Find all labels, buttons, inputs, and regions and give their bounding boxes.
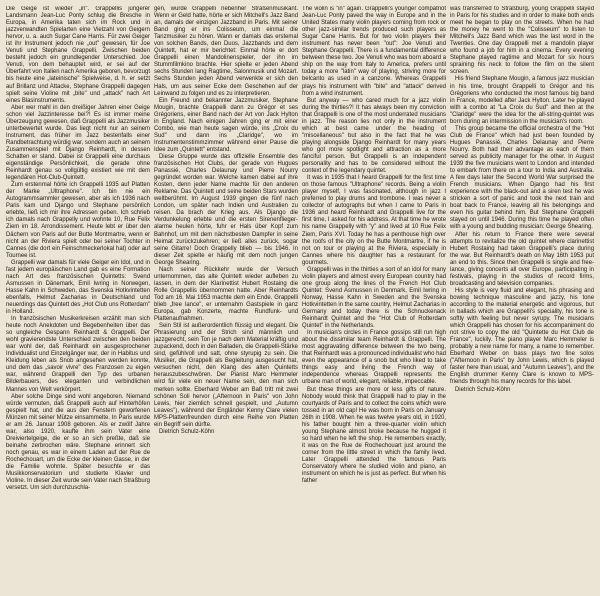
paragraph: Diese Gruppe wurde das offizielle Ensemble des französischen Hot Clubs, der gerade von Hugues Panassié, Charles Delaunay und Pierre Nourry gegründet worden war. Welche kamen dabei auf ihre Kosten, denn jeder Name machte für den anderen Reklame. Das Quintett und seine beiden Stars wurden weltberühmt. Im August 1939 gingen die fünf nach London, um später nach Indien und Australien zu reisen. Da brach der Krieg aus. Als Django die Verdunkelung erlebte und die ersten Sirenenflieger-alarme heulen hörte, fuhr er Hals über Kopf zum Bahnhof, um mit dem nächstbesten Dampfer in seine Heimat zurückzukehren; er ließ alles zurück, sogar seine Gitarre! Doch Grappelly blieb — bis 1946. In dieser Zeit spielte er häufig mit dem noch jungen George Shearing. <box>154 153 298 266</box>
paragraph: gen, wurde Grappelli nebenher Straßenmusikant. Wenn er Geld hatte, hörte er sich Mitchell's Jazz Band an, damals der einzigen Jazzband in Paris. Mit seiner Band ging er ins Colisseum, um einmal die Tanzmusiker zu hören. Wann er damals das erstemal von solchen Bands, den Duos, Jazzbands und dem Quintett, hat er mir berichtet: Einmal hörte er dort Grappelli einen Mandolinenspieler, der ihn im Stummfilmkino brachte. Hier spielte er jeden Abend sechs Stunden lang Ragtime, Salonmusik und Mozart. Sechs Stunden jeden Abend verwenkte er sich den Hals, um aus seiner Ecke dem Geschehen auf der Leinwand zu folgen und es zu interpretieren. <box>154 6 298 97</box>
author-signature: Dietrich Schulz-Köhn <box>455 386 511 393</box>
paragraph: It was in 1935 that I heard Grappelli for the first time on those famous "Ultraphone" records. Being a violin player myself, I was fascinated, although in jazz I preferred to play drums and trombone. I was never a collector of autographs but when I came to Paris in 1936 and heard Reinhardt and Grappelli live for the first time, I asked for his address. At that time he wrote his name Grappelly with "y" and lived at 10 Rue Felix Ziem, Paris XVI. Today he has a penthouse high over the roofs of the city on the Butte Montmartre, if he is not on tour or playing at the Riviera, especially in Cannes where his daughter has a restaurant for gourmets. <box>302 175 446 266</box>
paragraph: Ein Freund und bekannter Jazzmusiker, Stephane Mougin, brachte Grappelli dann zu Grégor et ses Grégoriens, einer Band nach der Art von Jack Hylton in England. Nach einigen Jahren ging er mit einer Combo, wie man heute sagen würde, ins „Croix du Sud" und dann ins „Claridge", wo im Instrumentenstimmzimmer während einer Pause die Idee zum „Quintett" entstand. <box>154 97 298 153</box>
paragraph: was transferred to Straßburg, young Grappelli stayed in Paris for his studies and in order to make both ends meet he began to play on the streets. When he had the money he went to the "Colisseum" to listen to Mitchell's Jazz Band which was the last word in the Twenties. One day Grappelli met a mandolin player who found a job for him in a cinema. Every evening Stephane played ragtime and Mozart for six hours spraining his neck to follow the film on the silent screen. <box>450 6 594 76</box>
english-column-2 <box>450 6 594 592</box>
paragraph: Zum erstenmal hörte ich Grappelli 1935 auf Platten der Marke „Ultraphone". Ich bin nie ein Autogrammsammler gewesen, aber als ich 1936 nach Paris kam und Django und Stephane persönlich erlebte, ließ ich mir ihre Adressen geben. Ich schrieb ich damals nach Grappelly und wohnte 10, Rue Felix Ziem im 18. Arrondissement. Heute lebt er über den Dächern von Paris auf der Butte Montmartre, wenn er nicht an der Riviera spielt oder bei seiner Tochter in Cannes (die dort ein Feinschmeckerlokal hat) oder auf Tournee ist. <box>6 182 150 259</box>
author-signature: Dietrich Schulz-Köhn <box>159 428 215 435</box>
paragraph: Aber wer mahl in den dreißiger Jahren einer Geige schon viel Jazzinteresse bei?! Es ist immer meine Überzeugung gewesen, daß Grappelli als Jazzmusiker unterbewertet wurde. Das liegt nicht nur an seinem Instrument, das früher im Jazz bestenfalls einer Randbetrachtung würdig war, sondern auch an seinem Zusammenspiel mit Django Reinhardt, in dessen Schatten er stand. Dabei ist Grappelli eine durchaus eigenständige Persönlichkeit, die gerade ohne Reinhardt genau so vollgültig existiert wie mit dem legendären Hot-Club-Quintett. <box>6 104 150 182</box>
german-column-1 <box>6 6 150 592</box>
paragraph: After his return to France there were several attempts to revitalize the old quintet where clarinettist Hubert Rostaing had taken Grappelli's place during the war. But Reinhardt's death on May 16th 1953 put an end to this. Since then Grappelli is single and free-lance, giving concerts all over Europe, participating in festivals, playing in the studios of record firms, broadcasting and television companies. <box>450 231 594 287</box>
paragraph: But these things are more or less gifts of nature. Nobody would think that Grappelli had to play in the courtyards of Paris and to collect the coins which were tossed in an old cap! He was born in Paris on January 26th in 1908. When he was twelve years old, in 1920, his father bought him a three-quarter violin which young Stephane almost broke because he hugged it so hard when he left the shop. He remembers exactly, it was on the Rue de Rochechouart just around the corner from the little street in which the family lived. Later Grappelli attended the famous Paris Conservatory where he studied violin and piano, an instrument on which he is just as perfect. But when his father <box>302 386 446 485</box>
paragraph: His style is very fluid and elegant, his phrasing and bowing technique masculine and jazzy, his tone according to the material energetic and vigorous, but in ballads which are Grappelli's speciality, his tone is softly with feeling but never syrupy. The musicians which Grappelli has chosen for his accompaniment do not strive to copy the old "Quintette du Hot Club de France", luckily. The piano player Marc Hemmeler is probably a new name for many, a name to remember. Eberhard Weber on bass plays two fine solos ("Afternoon in Paris" by John Lewis, which is played faster here than usual, and "Autumn Leaves"), and the English drummer Kenny Clare is known to MPS-friends through his many records for this label. <box>450 287 594 386</box>
paragraph: But anyway — who cared much for a jazz violin during the thirties?! It has always been my conviction that Grappelli is one of the most underrated musicians in jazz. The reason lies not only in the instrument which at best came under the heading of "miscellaneous" but also in the fact that he was playing alongside Django Reinhardt for many years who got more spotlight and attraction as a more fanciful person. But Grappelli is an independent personality and has to be considered without the context of the legendary quintet. <box>302 97 446 175</box>
paragraph: Aber solche Dinge sind wohl angeboren. Niemand würde vermuten, daß Grappelli auch auf Hinterhöfen gespielt hat, und die aus den Fenstern geworfenen Münzen mit seiner Mütze einsammelte. In Paris wurde er am 26. Januar 1908 geboren. Als er zwölf Jahre war, also 1920, kaufte ihm sein Vater eine Dreiviertelgeige, die er so an sich preßte, daß sie beinahe zerbrochen wäre. Stephane erinnert sich noch genau, es war in einem Laden auf der Rue de Rochechouart, um die Ecke der kleinen Gasse, in der die Familie wohnte. Später besuchte er das Musikkonservatorium und studierte Klavier und Violine. In dieser Zeit wurde sein Vater nach Straßburg versetzt. Um sich durchzuschla- <box>6 393 150 492</box>
paragraph: Sein Stil ist außerordentlich flüssig und elegant. Die Phrasierung und der Strich sind männlich und jazzgerecht, sein Ton je nach dem Material kräftig und zupackend, doch in den Balladen, die Grappelli-Stärke sind, gefühlvoll und satt, ohne styrupig zu sein. Die Musiker, die Grappelli als Begleitung ausgesucht hat, versuchen nicht, den Klang des alten Quintetts herauszubeschwören. Der Pianist Marc Hemmeler wird für viele ein neuer Name sein, den man sich merken sollte. Eberhard Weber am Baß tritt mit zwei schönen Soli hervor („Afternoon in Paris" von John Lewis, hier ziemlich schnell gespielt, und „Autumn Leaves"), während der Engländer Kenny Clare vielen MPS-Plattenfreunden durch eine Reihe von Platten ein Begriff sein dürfte. <box>154 323 298 428</box>
english-column-1 <box>302 6 446 592</box>
paragraph: Grappelli war damals für viele Geiger ein Idol, und in fast jedem europäischen Land gab es eine Formation nach Art des französischen Quintetts: Svend Asmussen in Dänemark, Emil Iwring in Norwegen, Hasse Kahn in Schweden, das Svenska Hotkvintetten ebenfalls, Helmut Zacharias in Deutschland und neuerdings das Quintett des „Hot Club uns Rotterdam" in Holland. <box>6 259 150 316</box>
german-column-2 <box>154 6 298 592</box>
paragraph: Die Geige ist wieder „in". Grappellis jüngerer Landsmann Jean-Luc Ponty schlug die Bresche in Europa, in Amerika taten sich im Rock und in jazzverwandten Spielarten eine Vielzahl von Geigern hervor, u. a. auch Sugar Cane Harris. Für zwei Geiger ist ihr Instrument jedoch nie „out" gewesen, für Joe Venuti und Stephane Grappelli. Zwischen beiden besteht jedoch ein grundlegender Unterschied. Joe Venuti, von dem behauptet wird, er sei auf der Überfahrt von Italien nach Amerika geboren, bevorzugt bis heute eine „lateinische" Spielweise, d. h. er setzt auf Brillanz und Attacke, Stephane Grappelli dagegen spielt seine Violine mit „bite" und „attack" nach Art eines Blasinstruments. <box>6 6 150 104</box>
paragraph: Nach seiner Rückkehr wurde der Versuch unternommen, das alte Quintett wieder aufleben zu lassen, in dem der Klarinettist Hubert Rostaing die Rolle Grappellis übernommen hatte. Aber Reinhardts Tod am 16. Mai 1953 machte dem ein Ende. Grappelli blieb „free lance", er unternahm Gastspiele in ganz Europa, gab Konzerte, machte Rundfunk- und Plattenaufnahmen. <box>154 266 298 323</box>
paragraph: In französischen Musikerkreisen erzählt man sich heute noch Anekdoten und Begebenheiten über das so ungleiche Gespann Reinhardt & Grappelli. Der wohl gravierendste Unterschied zwischen den beiden war wohl der, daß Reinhardt ein ausgesprochener Individualist und Einzelgänger war, der in Habitus und Kleidung leben als Snob angesehen werden konnte, und dem das „savoir vivre" des Franzosen zu eigen war, während Grappelli den Typ des urbanen Bilderbauers, des eleganten und verbindlichen Mannes von Welt verkörpert. <box>6 316 150 393</box>
paragraph: The violin is "in" again. Grappelli's younger compatriot Jean-Luc Ponty paved the way in Europe and in the United States many violin players coming from rock or other jazz-similar trends produced such players as Sugar Cane Harris. But for two violin players their instrument has never been "out": Joe Venuti and Stephane Grappelli. There is a fundamental difference between these two. Joe Venuti who was born aboard a ship on the way from Italy to America, prefers until today a more "latin" way of playing, striving more for belcanto as used in a canzone. Whereas Grappelli plays his instrument with "bite" and "attack" derived from a wind instrument. <box>302 6 446 97</box>
paragraph: In musician's circles in France gossips still run high about the dissimilar team Reinhardt & Grappelli. The most aggravating difference between the two being, that Reinhardt was a pronounced individualist who had even the appearance of a snob but who liked to take things easy and living the French way of independence whereas Grappelli represents the urbane man of world, elegant, reliable, impeccable. <box>302 330 446 386</box>
paragraph: This group became the official orchestra of the "Hot Club de France" which had just been founded by Hugues Panassié, Charles Delaunay and Pierre Nourry. Both had their advantage as each of them served as publicity manager for the other. In August 1939 the five musicians went to London and intended to embark from there on a tour to India and Australia. A few days later the Second World War surprised the French musicians. When Django had his first experience with the black-out and a siren test he was stricken a sort of panic and took the next train and boat back to France, leaving all his belongings and even his guitar behind him. But Stephane Grappelli stayed on until 1946. During this time he played often with a young and budding musician: George Shearing. <box>450 125 594 231</box>
paragraph: His friend Stephane Mougin, a famous jazz musician in his time, brought Grappelli to Grégor and his Grégoriens who conducted the most famous big band in France, modelled after Jack Hylton. Later he played with a combo at "La Croix du Sud" and then at the "Claridge" were the idea for the all-string-quintet was born during an intermission in the musician's room. <box>450 76 594 125</box>
paragraph: Grappelli was in the thirties a sort of an idol for many violin players and almost every European country had one group along the lines of the French Hot Club Quintet: Svend Asmussen in Denmark, Emil Iwring in Norway, Hasse Kahn in Sweden and the Svenska Hotkvintetten in the same country, Helmut Zacharias in Germany and today there is the Schnuckenack Reinhardt Quintet and the "Hot Club of Rotterdam Quintet" in the Netherlands. <box>302 266 446 330</box>
